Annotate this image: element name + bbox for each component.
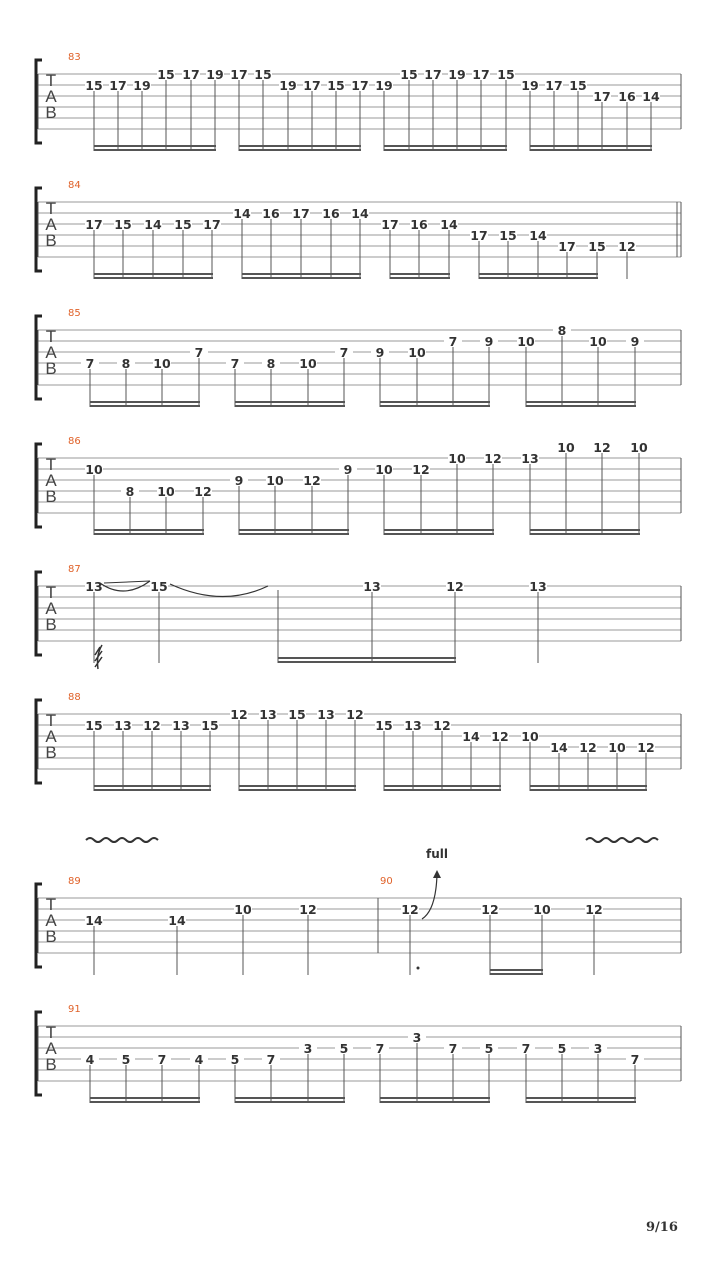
fret-number: 17	[472, 67, 490, 82]
fret-number: 3	[412, 1030, 422, 1045]
fret-number: 17	[381, 217, 399, 232]
fret-number: 13	[404, 718, 422, 733]
fret-number: 10	[517, 334, 535, 349]
beam-secondary	[235, 401, 345, 403]
fret-number: 10	[521, 729, 539, 744]
fret-number: 17	[109, 78, 127, 93]
fret-number: 12	[194, 484, 212, 499]
vibrato-line	[86, 838, 158, 842]
fret-number: 19	[279, 78, 297, 93]
beam-secondary	[390, 273, 450, 275]
fret-number: 3	[303, 1041, 313, 1056]
fret-number: 14	[462, 729, 480, 744]
fret-number: 15	[254, 67, 272, 82]
fret-number: 7	[266, 1052, 276, 1067]
fret-number: 12	[412, 462, 430, 477]
fret-number: 10	[375, 462, 393, 477]
tremolo-picking-marks	[95, 645, 102, 669]
tab-clef-letter: B	[45, 231, 57, 250]
tab-clef-letter: A	[45, 215, 57, 234]
fret-number: 7	[630, 1052, 640, 1067]
beam-secondary	[380, 401, 490, 403]
tab-system	[36, 52, 681, 151]
fret-number: 15	[288, 707, 306, 722]
beam	[384, 533, 494, 535]
vibrato-line	[586, 838, 658, 842]
fret-number: 17	[593, 89, 611, 104]
fret-number: 7	[375, 1041, 385, 1056]
tab-clef-letter: A	[45, 87, 57, 106]
beam	[90, 405, 200, 407]
fret-number: 8	[266, 356, 276, 371]
fret-number: 10	[85, 462, 103, 477]
fret-number: 12	[579, 740, 597, 755]
beam	[380, 405, 490, 407]
beam	[239, 149, 361, 151]
tab-clef-letter: T	[45, 327, 57, 346]
tab-system	[36, 838, 681, 975]
beam-secondary	[90, 401, 200, 403]
fret-number: 17	[558, 239, 576, 254]
beam-secondary	[90, 1097, 200, 1099]
fret-number: 15	[114, 217, 132, 232]
system-bracket	[36, 444, 42, 527]
fret-number: 10	[299, 356, 317, 371]
fret-number: 10	[630, 440, 648, 455]
beam	[526, 405, 636, 407]
system-bracket	[36, 1012, 42, 1095]
fret-number: 13	[529, 579, 547, 594]
fret-number: 15	[569, 78, 587, 93]
fret-number: 12	[484, 451, 502, 466]
measure-number: 88	[68, 692, 81, 703]
tab-clef-letter: A	[45, 1039, 57, 1058]
fret-number: 7	[521, 1041, 531, 1056]
tab-clef-letter: T	[45, 895, 57, 914]
system-bracket	[36, 316, 42, 399]
fret-number: 7	[157, 1052, 167, 1067]
tab-system	[36, 308, 681, 407]
fret-number: 12	[230, 707, 248, 722]
beam	[94, 149, 216, 151]
beam	[380, 1101, 490, 1103]
fret-number: 19	[375, 78, 393, 93]
fret-number: 12	[585, 902, 603, 917]
fret-number: 15	[85, 718, 103, 733]
fret-number: 12	[491, 729, 509, 744]
beam-secondary	[278, 657, 456, 659]
fret-number: 14	[144, 217, 162, 232]
beam	[235, 1101, 345, 1103]
fret-number: 8	[125, 484, 135, 499]
fret-number: 10	[157, 484, 175, 499]
fret-number: 17	[203, 217, 221, 232]
fret-number: 7	[448, 334, 458, 349]
tab-system	[36, 1004, 681, 1103]
fret-number: 16	[322, 206, 340, 221]
fret-number: 12	[433, 718, 451, 733]
fret-number: 12	[481, 902, 499, 917]
fret-number: 10	[448, 451, 466, 466]
fret-number: 15	[497, 67, 515, 82]
fret-number: 5	[230, 1052, 240, 1067]
beam	[530, 533, 640, 535]
fret-number: 12	[446, 579, 464, 594]
measure-number: 86	[68, 436, 81, 447]
tab-system	[36, 692, 681, 791]
fret-number: 9	[343, 462, 353, 477]
beam	[390, 277, 450, 279]
fret-number: 15	[85, 78, 103, 93]
fret-number: 5	[121, 1052, 131, 1067]
fret-number: 10	[608, 740, 626, 755]
measure-number: 89	[68, 876, 81, 887]
fret-number: 7	[194, 345, 204, 360]
beam-secondary	[526, 401, 636, 403]
beam-secondary	[384, 145, 507, 147]
fret-number: 14	[351, 206, 369, 221]
beam	[235, 405, 345, 407]
beam-secondary	[239, 529, 349, 531]
fret-number: 12	[618, 239, 636, 254]
fret-number: 17	[424, 67, 442, 82]
fret-number: 15	[375, 718, 393, 733]
fret-number: 12	[637, 740, 655, 755]
measure-number: 90	[380, 876, 393, 887]
fret-number: 17	[545, 78, 563, 93]
system-bracket	[36, 572, 42, 655]
system-bracket	[36, 60, 42, 143]
measure-number: 91	[68, 1004, 81, 1015]
tab-clef-letter: B	[45, 103, 57, 122]
fret-number: 5	[557, 1041, 567, 1056]
system-bracket	[36, 700, 42, 783]
fret-number: 14	[85, 913, 103, 928]
fret-number: 9	[484, 334, 494, 349]
fret-number: 3	[593, 1041, 603, 1056]
beam	[94, 533, 204, 535]
tab-clef-letter: B	[45, 359, 57, 378]
fret-number: 17	[303, 78, 321, 93]
beam	[384, 149, 507, 151]
fret-number: 12	[143, 718, 161, 733]
fret-number: 15	[327, 78, 345, 93]
slide-line	[104, 581, 150, 583]
beam	[490, 973, 543, 975]
beam	[278, 661, 456, 663]
fret-number: 10	[153, 356, 171, 371]
fret-number: 9	[234, 473, 244, 488]
beam-secondary	[380, 1097, 490, 1099]
tab-clef-letter: A	[45, 599, 57, 618]
tab-clef-letter: B	[45, 927, 57, 946]
fret-number: 16	[618, 89, 636, 104]
fret-number: 17	[182, 67, 200, 82]
fret-number: 5	[339, 1041, 349, 1056]
beam-secondary	[235, 1097, 345, 1099]
beam	[239, 533, 349, 535]
tab-clef-letter: B	[45, 487, 57, 506]
fret-number: 13	[521, 451, 539, 466]
fret-number: 4	[85, 1052, 95, 1067]
fret-number: 17	[230, 67, 248, 82]
fret-number: 12	[303, 473, 321, 488]
tab-clef-letter: T	[45, 71, 57, 90]
bend-arrow-curve	[422, 874, 437, 919]
fret-number: 15	[400, 67, 418, 82]
measure-number: 84	[68, 180, 81, 191]
fret-number: 14	[642, 89, 660, 104]
fret-number: 13	[85, 579, 103, 594]
tab-clef-letter: B	[45, 743, 57, 762]
page-number: 9/16	[646, 1220, 678, 1235]
beam	[90, 1101, 200, 1103]
fret-number: 13	[259, 707, 277, 722]
fret-number: 19	[133, 78, 151, 93]
fret-number: 12	[593, 440, 611, 455]
fret-number: 14	[168, 913, 186, 928]
fret-number: 13	[363, 579, 381, 594]
fret-number: 15	[174, 217, 192, 232]
beam-secondary	[94, 145, 216, 147]
fret-number: 12	[401, 902, 419, 917]
beam-secondary	[384, 529, 494, 531]
fret-number: 7	[85, 356, 95, 371]
fret-number: 13	[317, 707, 335, 722]
tab-clef-letter: T	[45, 711, 57, 730]
tab-system	[36, 180, 681, 279]
fret-number: 8	[557, 323, 567, 338]
beam-secondary	[490, 969, 543, 971]
fret-number: 14	[529, 228, 547, 243]
tab-clef-letter: T	[45, 1023, 57, 1042]
fret-number: 7	[448, 1041, 458, 1056]
fret-number: 16	[410, 217, 428, 232]
fret-number: 13	[114, 718, 132, 733]
fret-number: 8	[121, 356, 131, 371]
tab-clef-letter: B	[45, 615, 57, 634]
tab-clef-letter: A	[45, 471, 57, 490]
fret-number: 7	[339, 345, 349, 360]
tab-clef-letter: T	[45, 455, 57, 474]
tab-clef-letter: B	[45, 1055, 57, 1074]
system-bracket	[36, 188, 42, 271]
fret-number: 17	[470, 228, 488, 243]
staccato-dot	[417, 967, 420, 970]
beam-secondary	[530, 529, 640, 531]
fret-number: 12	[299, 902, 317, 917]
measure-number: 85	[68, 308, 81, 319]
fret-number: 19	[448, 67, 466, 82]
beam	[530, 149, 652, 151]
tab-clef-letter: A	[45, 727, 57, 746]
beam-secondary	[239, 145, 361, 147]
fret-number: 19	[206, 67, 224, 82]
tab-system	[36, 564, 681, 669]
tab-clef-letter: A	[45, 911, 57, 930]
fret-number: 9	[630, 334, 640, 349]
fret-number: 14	[233, 206, 251, 221]
fret-number: 9	[375, 345, 385, 360]
fret-number: 19	[521, 78, 539, 93]
measure-number: 83	[68, 52, 81, 63]
beam-secondary	[94, 529, 204, 531]
beam	[526, 1101, 636, 1103]
fret-number: 12	[346, 707, 364, 722]
fret-number: 17	[292, 206, 310, 221]
fret-number: 15	[201, 718, 219, 733]
fret-number: 13	[172, 718, 190, 733]
measure-number: 87	[68, 564, 81, 575]
bend-arrow-head	[433, 870, 441, 878]
fret-number: 14	[440, 217, 458, 232]
tab-system	[36, 436, 681, 535]
fret-number: 17	[85, 217, 103, 232]
fret-number: 10	[557, 440, 575, 455]
fret-number: 10	[408, 345, 426, 360]
fret-number: 15	[499, 228, 517, 243]
fret-number: 15	[588, 239, 606, 254]
fret-number: 10	[533, 902, 551, 917]
fret-number: 5	[484, 1041, 494, 1056]
fret-number: 4	[194, 1052, 204, 1067]
beam-secondary	[530, 145, 652, 147]
fret-number: 14	[550, 740, 568, 755]
fret-number: 10	[234, 902, 252, 917]
fret-number: 16	[262, 206, 280, 221]
fret-number: 10	[589, 334, 607, 349]
tab-clef-letter: T	[45, 199, 57, 218]
fret-number: 17	[351, 78, 369, 93]
fret-number: 10	[266, 473, 284, 488]
tab-clef-letter: A	[45, 343, 57, 362]
bend-label: full	[426, 847, 448, 861]
beam-secondary	[526, 1097, 636, 1099]
tab-clef-letter: T	[45, 583, 57, 602]
fret-number: 15	[157, 67, 175, 82]
system-bracket	[36, 884, 42, 967]
fret-number: 7	[230, 356, 240, 371]
fret-number: 15	[150, 579, 168, 594]
